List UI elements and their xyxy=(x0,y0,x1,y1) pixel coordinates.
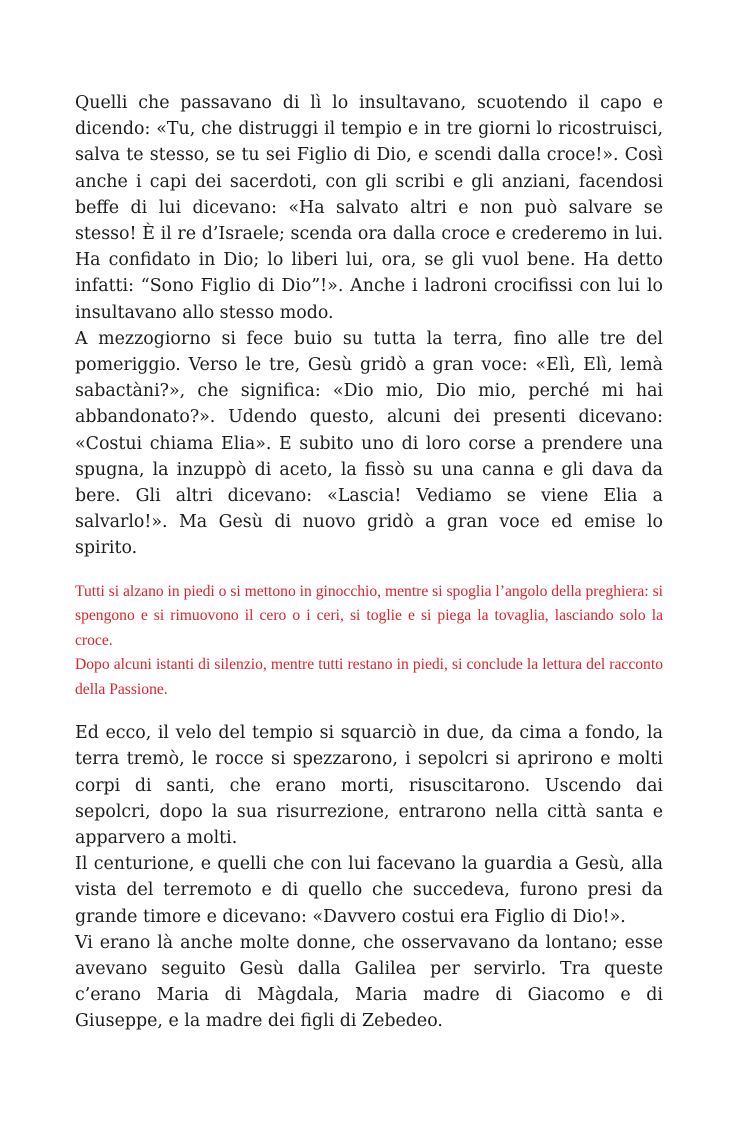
paragraph-centurion: Il centurione, e quelli che con lui facevano la guardia a Gesù, alla vista del terremoto e di quello che succedeva, furono presi da grande timore e dicevano: «Davvero costui era Figlio di Dio!». xyxy=(75,854,663,927)
rubric-instruction-silence: Dopo alcuni istanti di silenzio, mentre tutti restano in piedi, si conclude la lettura del racconto della Passione. xyxy=(75,656,663,698)
document-page xyxy=(75,90,663,1035)
rubric-instruction-stand: Tutti si alzano in piedi o si mettono in ginocchio, mentre si spoglia l’angolo della preghiera: si spengono e si rimuovono il cero o i ceri, si toglie e si piega la tovaglia, lasciando solo la croce. xyxy=(75,582,663,649)
paragraph-death-of-jesus: A mezzogiorno si fece buio su tutta la terra, fino alle tre del pomeriggio. Verso le tre, Gesù gridò a gran voce: «Elì, Elì, lemà sabactàni?», che significa: «Dio mio, Dio mio, perché mi hai abbandonato?». Udendo questo, alcuni dei presenti dicevano: «Costui chiama Elia». E subito uno di loro corse a prendere una spugna, la inzuppò di aceto, la fissò su una canna e gli dava da bere. Gli altri dicevano: «Lascia! Vediamo se viene Elia a salvarlo!». Ma Gesù di nuovo gridò a gran voce ed emise lo spirito. xyxy=(75,328,663,559)
rubric-block xyxy=(75,580,663,703)
paragraph-women: Vi erano là anche molte donne, che osservavano da lontano; esse avevano seguito Gesù dalla Galilea per servirlo. Tra queste c’erano Maria di Màgdala, Maria madre di Giacomo e di Giuseppe, e la madre dei figli di Zebedeo. xyxy=(75,932,663,1032)
paragraph-mockery: Quelli che passavano di lì lo insultavano, scuotendo il capo e dicendo: «Tu, che distruggi il tempio e in tre giorni lo ricostruisci, salva te stesso, se tu sei Figlio di Dio, e scendi dalla croce!». Così anche i capi dei sacerdoti, con gli scribi e gli anziani, facendosi beffe di lui dicevano: «Ha salvato altri e non può salvare se stesso! È il re d’Israele; scenda ora dalla croce e crederemo in lui. Ha confidato in Dio; lo liberi lui, ora, se gli vuol bene. Ha detto infatti: “Sono Figlio di Dio”!». Anche i ladroni crocifissi con lui lo insultavano allo stesso modo. xyxy=(75,93,663,323)
paragraph-temple-veil: Ed ecco, il velo del tempio si squarciò in due, da cima a fondo, la terra tremò, le rocce si spezzarono, i sepolcri si aprirono e molti corpi di santi, che erano morti, risuscitarono. Uscendo dai sepolcri, dopo la sua risurrezione, entrarono nella città santa e apparvero a molti. xyxy=(75,723,663,848)
